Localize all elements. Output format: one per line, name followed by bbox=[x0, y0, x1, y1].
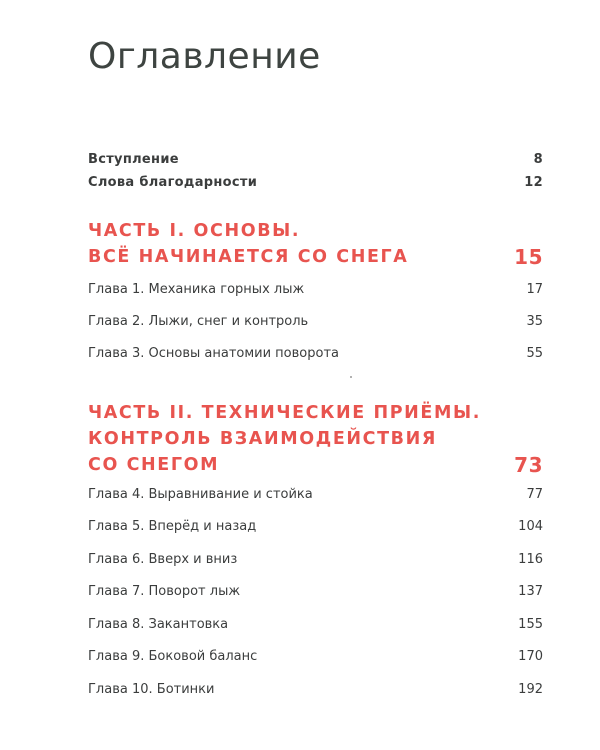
toc-entry-page: 116 bbox=[518, 551, 543, 567]
toc-entry-label: Глава 8. Закантовка bbox=[88, 616, 229, 632]
toc-entry-label: Глава 6. Вверх и вниз bbox=[88, 551, 238, 567]
toc-chapter-4[interactable] bbox=[88, 484, 543, 504]
toc-entry-page: 170 bbox=[518, 648, 543, 664]
toc-entry-page: 137 bbox=[518, 583, 543, 599]
toc-entry-page: 77 bbox=[526, 486, 543, 502]
part-heading-line: КОНТРОЛЬ ВЗАИМОДЕЙСТВИЯ bbox=[88, 429, 437, 449]
toc-chapter-9[interactable] bbox=[88, 646, 543, 666]
toc-entry-page: 8 bbox=[533, 151, 543, 167]
toc-entry-page: 35 bbox=[526, 313, 543, 329]
part-heading-line: ВСЁ НАЧИНАЕТСЯ СО СНЕГА bbox=[88, 247, 409, 267]
toc-entry-label: Глава 5. Вперёд и назад bbox=[88, 518, 257, 534]
toc-chapter-8[interactable] bbox=[88, 614, 543, 634]
toc-entry-label: Глава 3. Основы анатомии поворота bbox=[88, 345, 339, 361]
toc-chapter-5[interactable] bbox=[88, 516, 543, 536]
part-heading-line: ЧАСТЬ II. ТЕХНИЧЕСКИЕ ПРИЁМЫ. bbox=[88, 403, 481, 423]
toc-entry-label: Глава 9. Боковой баланс bbox=[88, 648, 258, 664]
toc-chapter-7[interactable] bbox=[88, 581, 543, 601]
toc-entry-page: 155 bbox=[518, 616, 543, 632]
toc-entry-page: 17 bbox=[526, 281, 543, 297]
toc-entry-acknowledgements[interactable] bbox=[88, 172, 543, 192]
toc-entry-label: Глава 4. Выравнивание и стойка bbox=[88, 486, 313, 502]
part-page-number: 73 bbox=[514, 453, 543, 477]
toc-entry-label: Слова благодарности bbox=[88, 174, 258, 190]
toc-entry-label: Глава 1. Механика горных лыж bbox=[88, 281, 305, 297]
toc-chapter-2[interactable] bbox=[88, 311, 543, 331]
part-heading-line: ЧАСТЬ I. ОСНОВЫ. bbox=[88, 221, 301, 241]
part-page-number: 15 bbox=[514, 245, 543, 269]
toc-entry-label: Глава 7. Поворот лыж bbox=[88, 583, 241, 599]
toc-entry-label: Глава 2. Лыжи, снег и контроль bbox=[88, 313, 309, 329]
toc-chapter-6[interactable] bbox=[88, 549, 543, 569]
toc-chapter-1[interactable] bbox=[88, 279, 543, 299]
toc-entry-label: Глава 10. Ботинки bbox=[88, 681, 215, 697]
part-heading-line: СО СНЕГОМ bbox=[88, 455, 220, 475]
toc-entry-page: 192 bbox=[518, 681, 543, 697]
toc-chapter-10[interactable] bbox=[88, 679, 543, 699]
toc-entry-page: 12 bbox=[524, 174, 543, 190]
toc-entry-intro[interactable] bbox=[88, 149, 543, 169]
print-speck bbox=[350, 376, 352, 378]
toc-entry-page: 104 bbox=[518, 518, 543, 534]
toc-entry-page: 55 bbox=[526, 345, 543, 361]
part-heading-2[interactable] bbox=[88, 400, 543, 478]
toc-entry-label: Вступление bbox=[88, 151, 179, 167]
part-heading-1[interactable] bbox=[88, 218, 543, 270]
toc-chapter-3[interactable] bbox=[88, 343, 543, 363]
page-title: Оглавление bbox=[88, 36, 321, 77]
